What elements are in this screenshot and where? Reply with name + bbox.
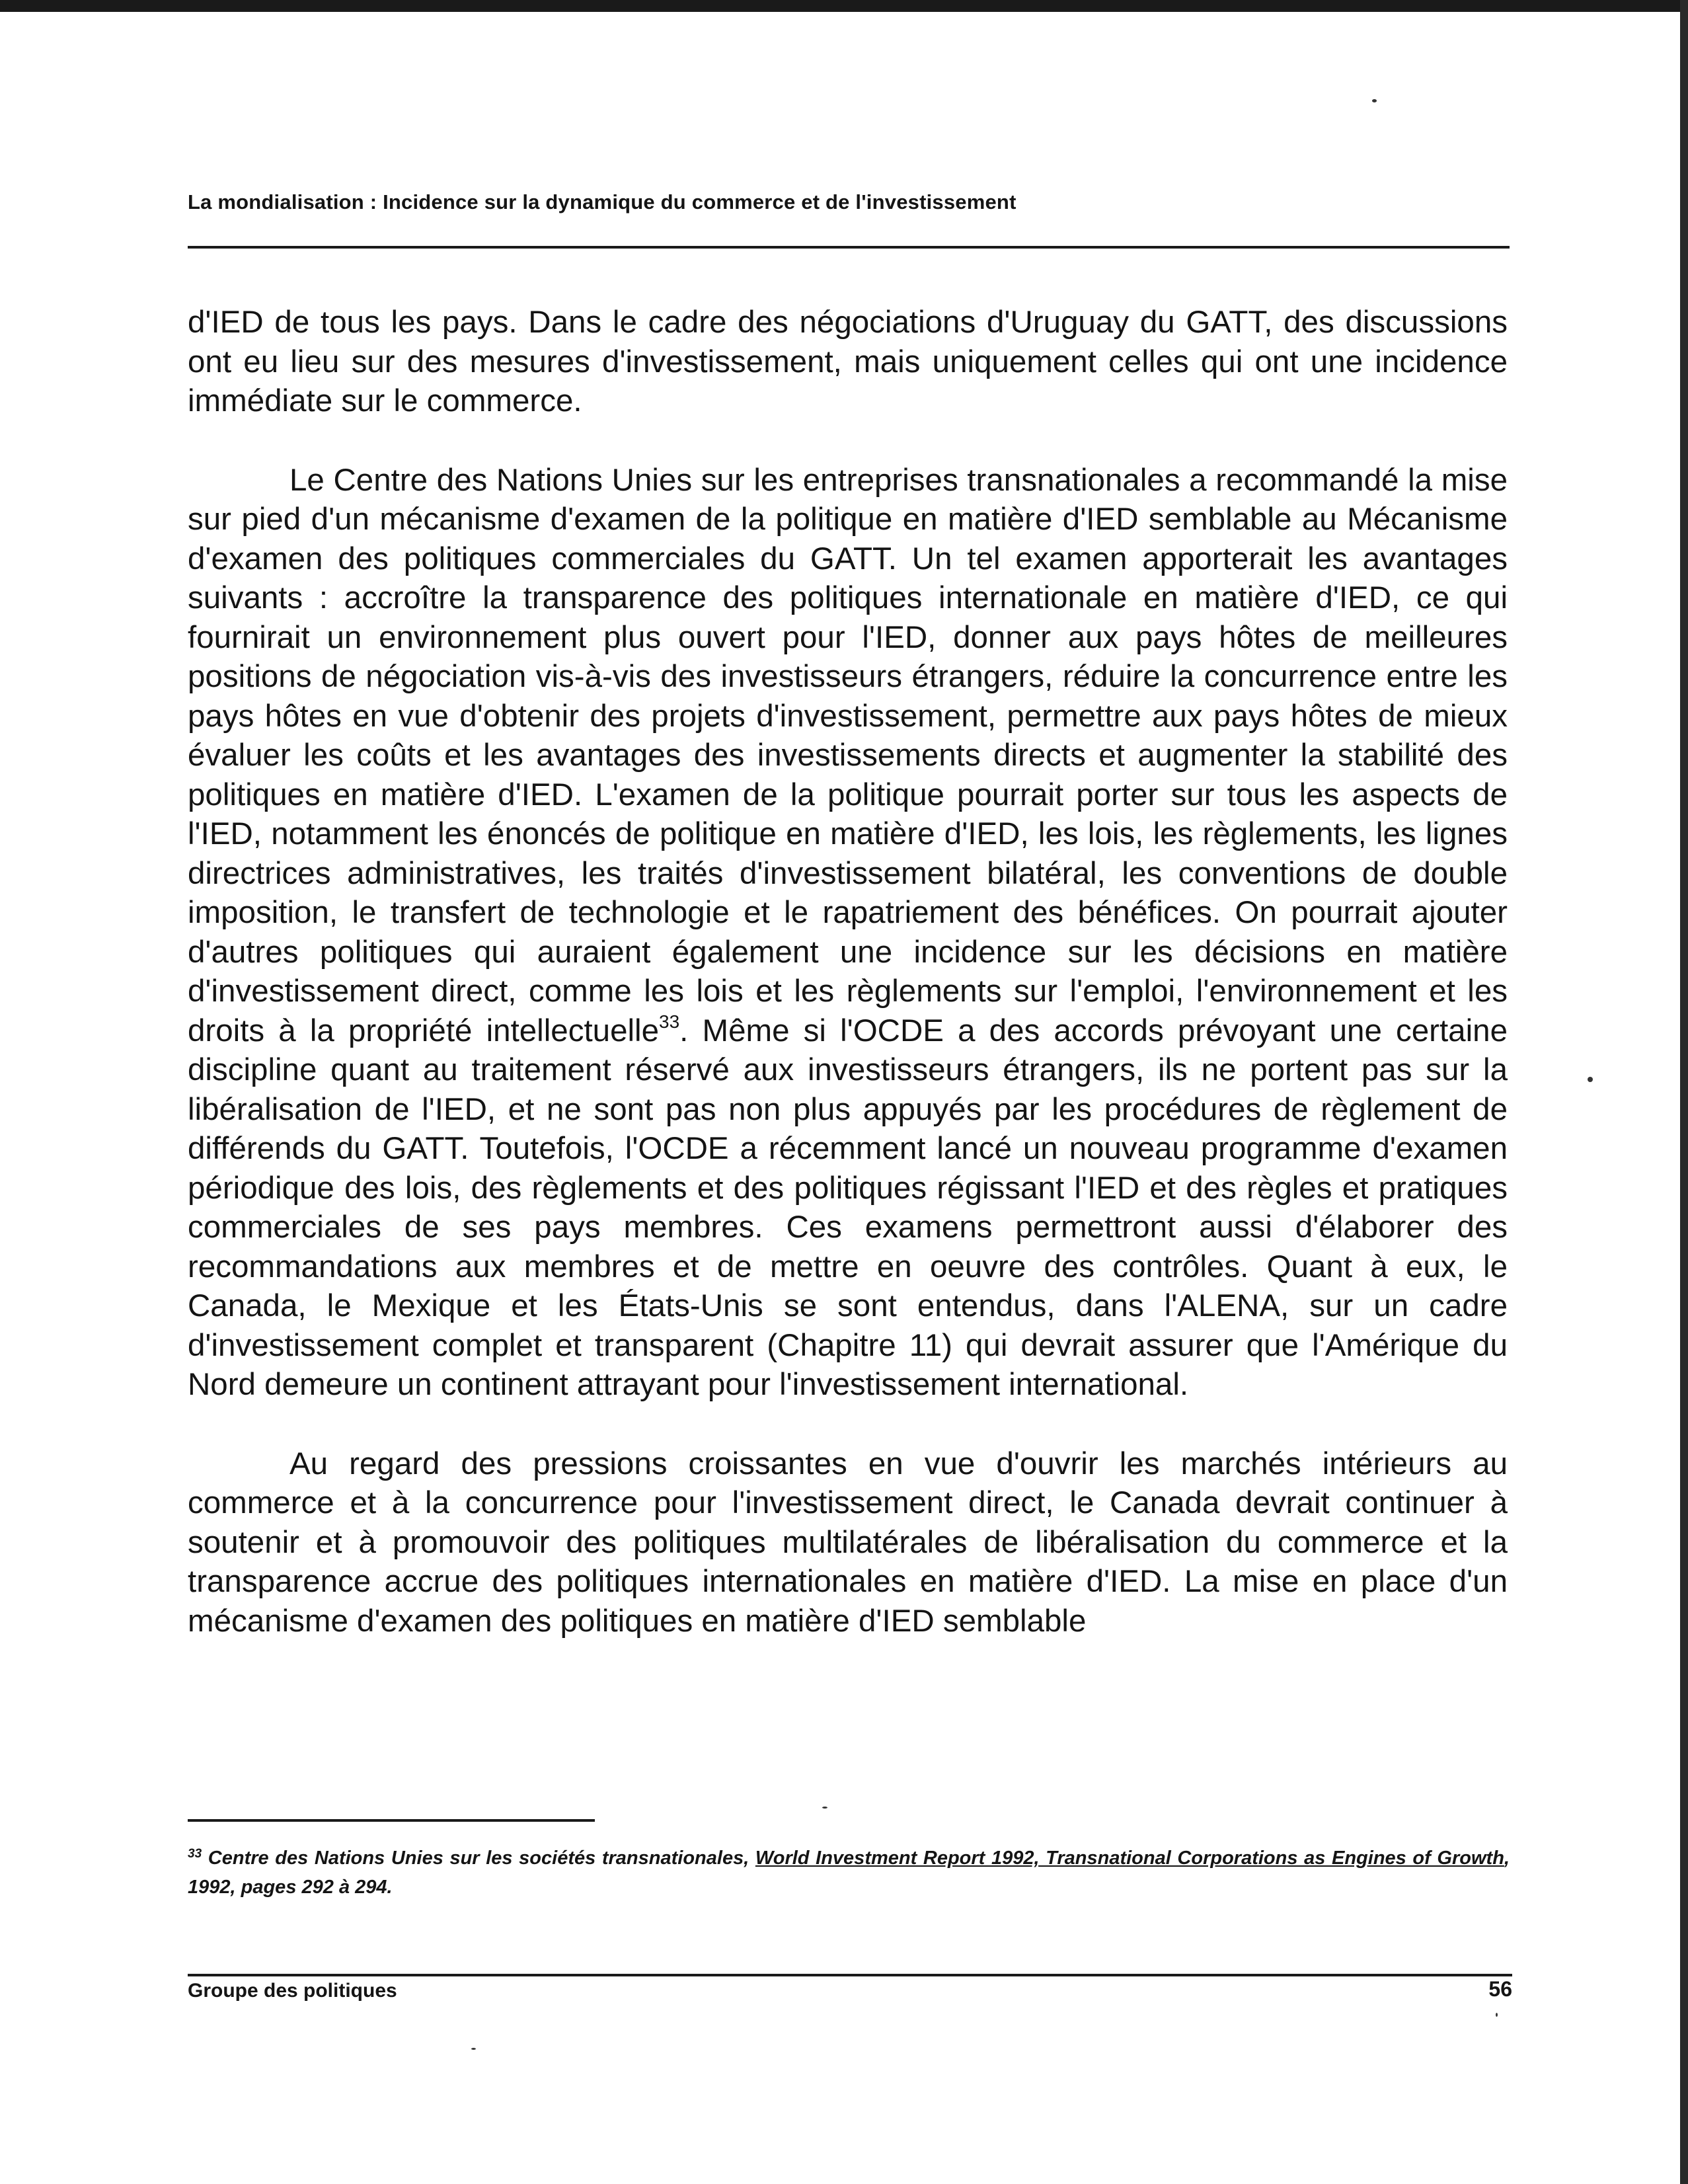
paragraph-1: d'IED de tous les pays. Dans le cadre des négociations d'Uruguay du GATT, des discussions ont eu lieu sur des mesures d'investissement, mais uniquement celles qui ont une incidence immédiate sur le commerce.: [188, 305, 1508, 418]
scan-speck: [822, 1807, 827, 1809]
scan-speck: [1588, 1077, 1593, 1082]
page-number: 56: [1488, 1977, 1512, 2001]
scan-speck: [471, 2048, 476, 2050]
scan-top-border: [0, 0, 1688, 12]
scan-speck: [1372, 99, 1377, 102]
scan-right-border: [1680, 0, 1688, 2184]
footnote-number: 33: [188, 1847, 202, 1861]
header-rule: [188, 246, 1510, 249]
paragraph-3: Au regard des pressions croissantes en vue d'ouvrir les marchés intérieurs au commerce et à la concurrence pour l'investissement direct, le Canada devrait continuer à soutenir et à promouvoir des politiques multilatérales de libéralisation du commerce et la transparence accrue des politiques internationales en matière d'IED. La mise en place d'un mécanisme d'examen des politiques en matière d'IED semblable: [188, 1446, 1508, 1639]
paragraph-2: [188, 461, 1508, 1405]
footnote-title: World Investment Report 1992, Transnational Corporations as Engines of Growth: [755, 1848, 1504, 1869]
scan-speck: [1496, 2013, 1498, 2017]
paragraph-2-text-b: . Même si l'OCDE a des accords prévoyant une certaine discipline quant au traitement réservé aux investisseurs étrangers, ils ne portent pas sur la libéralisation de l'IED, et ne sont pas non plus appuyés par les procédures de règlement de différends du GATT. Toutefois, l'OCDE a récemment lancé un nouveau programme d'examen périodique des lois, des règlements et des politiques régissant l'IED et des règles et pratiques commerciales de ses pays membres. Ces examens permettront aussi d'élaborer des recommandations aux membres et de mettre en oeuvre des contrôles. Quant à eux, le Canada, le Mexique et les États-Unis se sont entendus, dans l'ALENA, sur un cadre d'investissement complet et transparent (Chapitre 11) qui devrait assurer que l'Amérique du Nord demeure un continent attrayant pour l'investissement international.: [188, 1013, 1508, 1402]
running-header: La mondialisation : Incidence sur la dynamique du commerce et de l'investissement: [188, 190, 1017, 214]
footer-rule: [188, 1974, 1512, 1976]
footnote-rule: [188, 1819, 595, 1822]
footnote-33: [188, 1844, 1510, 1902]
body-text: [188, 303, 1508, 1680]
footnote-source: Centre des Nations Unies sur les sociétés transnationales,: [208, 1848, 749, 1869]
paragraph-2-text-a: Le Centre des Nations Unies sur les entreprises transnationales a recommandé la mise sur pied d'un mécanisme d'examen de la politique en matière d'IED semblable au Mécanisme d'examen des politiques commerciales du GATT. Un tel examen apporterait les avantages suivants : accroître la transparence des politiques internationale en matière d'IED, ce qui fournirait un environnement plus ouvert pour l'IED, donner aux pays hôtes de meilleures positions de négociation vis-à-vis des investisseurs étrangers, réduire la concurrence entre les pays hôtes en vue d'obtenir des projets d'investissement, permettre aux pays hôtes de mieux évaluer les coûts et les avantages des investissements directs et augmenter la stabilité des politiques en matière d'IED. L'examen de la politique pourrait porter sur tous les aspects de l'IED, notamment les énoncés de politique en matière d'IED, les lois, les règlements, les lignes directrices administratives, les traités d'investissement bilatéral, les conventions de double imposition, le transfert de technologie et le rapatriement des bénéfices. On pourrait ajouter d'autres politiques qui auraient également une incidence sur les décisions en matière d'investissement direct, comme les lois et les règlements sur l'emploi, l'environnement et les droits à la propriété intellectuelle: [188, 462, 1508, 1048]
footnote-details: , 1992, pages 292 à 294.: [188, 1848, 1510, 1898]
footer-group-name: Groupe des politiques: [188, 1980, 397, 2002]
footnote-reference-33: 33: [659, 1011, 680, 1032]
